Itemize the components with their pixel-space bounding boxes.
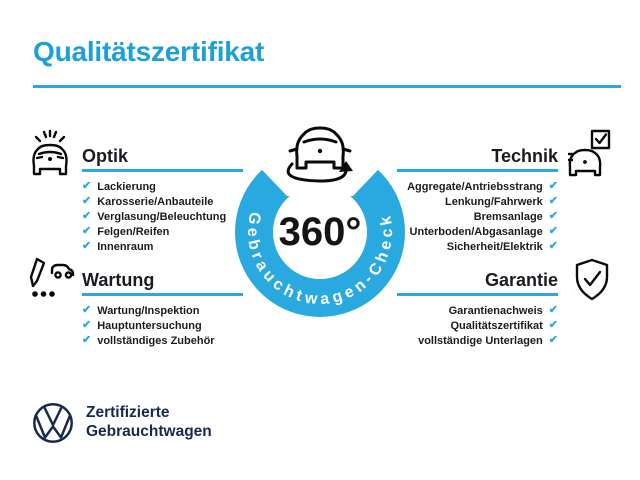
check-icon: ✔ [82,319,92,331]
section-divider [397,293,558,296]
car-checkbox-icon [567,129,613,177]
check-icon: ✔ [548,180,558,192]
checklist-item [82,333,252,348]
section-divider [82,169,243,172]
check-icon: ✔ [548,240,558,252]
section-title-garantie: Garantie [484,270,558,290]
check-icon: ✔ [548,319,558,331]
brand-claim-line2: Gebrauchtwagen [86,423,212,440]
check-icon: ✔ [82,210,92,222]
checklist-item-label: Lackierung [97,180,156,193]
brand-claim [86,403,212,441]
check-icon: ✔ [82,304,92,316]
check-icon: ✔ [548,304,558,316]
checklist-item [330,318,558,333]
checklist-item-label: Felgen/Reifen [97,225,170,238]
section-title-technik: Technik [491,146,558,166]
checklist-item-label: Karosserie/Anbauteile [97,195,214,208]
check-icon: ✔ [548,225,558,237]
vw-logo [32,402,74,444]
checklist-item-label: Wartung/Inspektion [97,304,200,317]
checklist-item-label: Garantienachweis [448,304,543,317]
checklist-item-label: Qualitätszertifikat [450,319,543,332]
section-divider [397,169,558,172]
checklist-item-label: vollständige Unterlagen [418,334,543,347]
section-title-wartung: Wartung [82,270,155,290]
service-pen-car-icon [27,256,75,302]
checklist-item [330,333,558,348]
section-title-optik: Optik [82,146,129,166]
shield-check-icon [573,258,611,302]
check-icon: ✔ [548,210,558,222]
check-icon: ✔ [82,225,92,237]
brand-claim-line1: Zertifizierte [86,404,170,421]
checklist-item-label: Innenraum [97,240,154,253]
checklist-item-label: Sicherheit/Elektrik [446,240,543,253]
check-icon: ✔ [82,334,92,346]
degrees-label: 360° [278,210,362,254]
ring-label-text: Gebrauchtwagen-Check [243,210,397,309]
check-icon: ✔ [82,240,92,252]
checklist-item-label: Lenkung/Fahrwerk [444,195,543,208]
checklist-item-label: Hauptuntersuchung [97,319,202,332]
check-icon: ✔ [548,334,558,346]
car-front-shine-icon [29,127,71,177]
checklist-item-label: Verglasung/Beleuchtung [97,210,227,223]
check-icon: ✔ [82,180,92,192]
checklist-item [82,318,252,333]
check-icon: ✔ [548,195,558,207]
checklist-item-label: Aggregate/Antriebsstrang [407,180,543,193]
checklist-item-label: Bremsanlage [473,210,543,223]
checklist-item-label: vollständiges Zubehör [97,334,215,347]
check-icon: ✔ [82,195,92,207]
360-check-ring [225,118,415,318]
checklist-item-label: Unterboden/Abgasanlage [409,225,543,238]
page-title: Qualitätszertifikat [33,36,265,67]
section-divider [82,293,243,296]
header-divider [33,85,621,88]
